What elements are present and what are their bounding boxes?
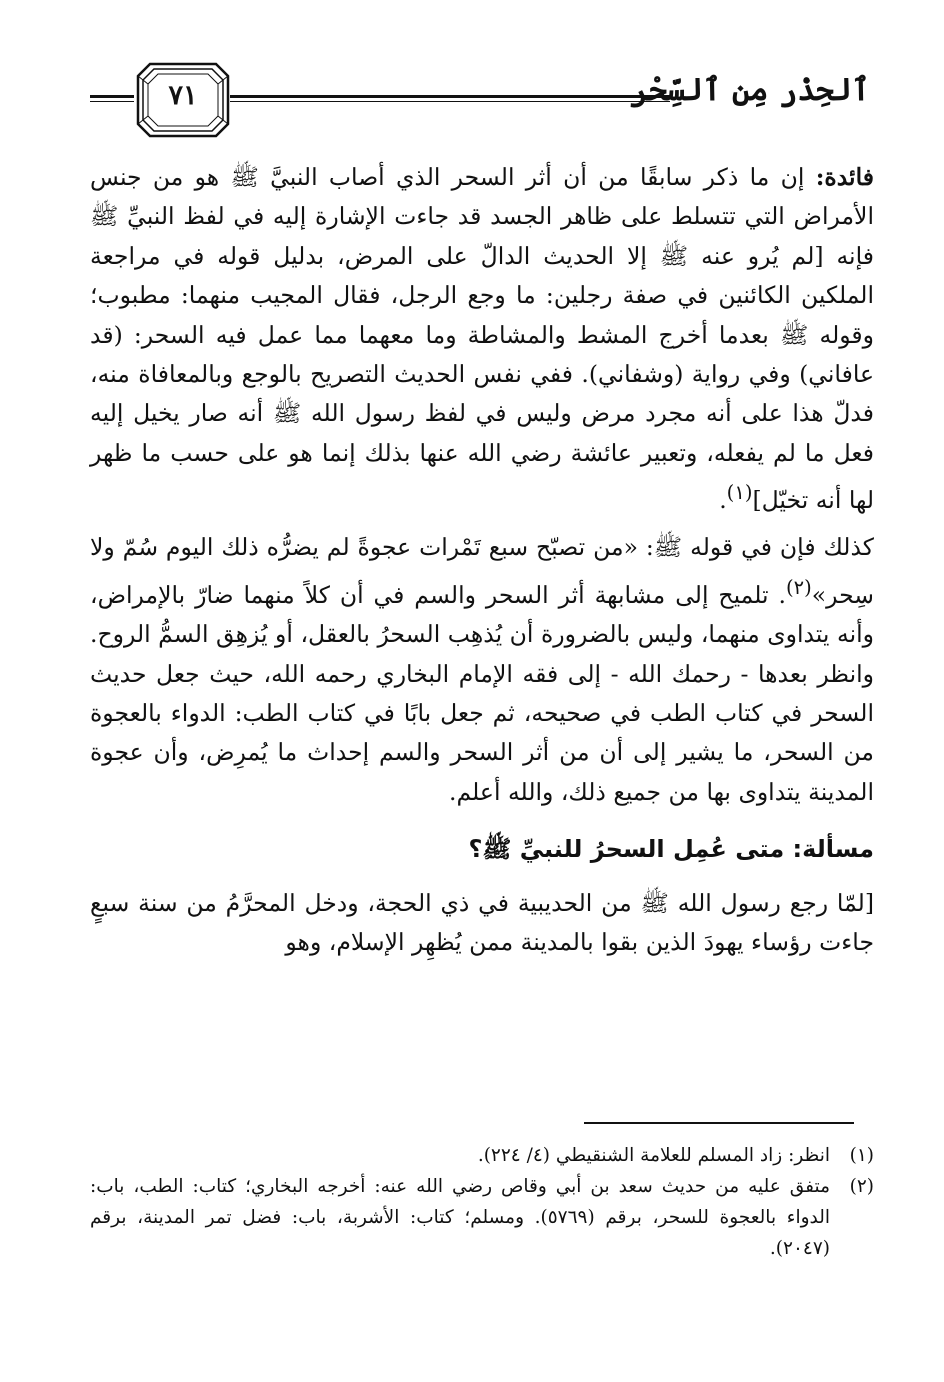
page-header [90, 62, 870, 140]
footnote-text: انظر: زاد المسلم للعلامة الشنقيطي (٤/ ٢٢٤). [477, 1145, 830, 1166]
footnote-number: (١) [849, 1145, 874, 1166]
paragraph-text: كذلك فإن في قوله ﷺ: «من تصبّح سبع تَمْرات عجوةً لم يضرُّه ذلك اليوم سُمّ ولا سِحر» [90, 533, 874, 609]
paragraph-hadith [90, 528, 874, 812]
paragraph-section: [لمّا رجع رسول الله ﷺ من الحديبية في ذي الحجة، ودخل المحرَّمُ من سنة سبعٍ جاءت رؤساء يهودَ الذين بقوا بالمدينة ممن يُظهِر الإسلام، وهو [90, 888, 874, 956]
section-heading: مسألة: متى عُمِل السحرُ للنبيِّ ﷺ؟ [468, 835, 874, 864]
footnote-ref: (٢) [785, 575, 812, 599]
footnote-ref: (١) [726, 481, 753, 505]
footnote-item [90, 1171, 874, 1264]
main-text [90, 158, 874, 962]
paragraph-text: . تلميح إلى مشابهة أثر السحر والسم في أن كلاً منهما ضارّ بالإمراض، وأنه يتداوى منهما، وليس بالضرورة أن يُذهِب السحرُ بالعقل، أو يُزهِق السمُّ الروح. وانظر بعدها - رحمك الله - إلى فقه الإمام البخاري رحمه الله، حيث جعل حديث السحر في كتاب الطب في صحيحه، ثم جعل بابًا في كتاب الطب: الدواء بالعجوة من السحر، ما يشير إلى أن من أثر السحر والسم إحداث ما يُمرِض، وأن عجوة المدينة يتداوى بها من جميع ذلك، والله أعلم. [90, 580, 874, 806]
page-number-frame [136, 62, 230, 138]
page-number: ٧١ [168, 80, 198, 111]
paragraph-text: إن ما ذكر سابقًا من أن أثر السحر الذي أصاب النبيَّ ﷺ هو من جنس الأمراض التي تتسلط على ظاهر الجسد قد جاءت الإشارة إليه في لفظ النبيِّ ﷺ فإنه [لم يُرو عنه ﷺ إلا الحديث الدالّ على المرض، بدليل قوله في مراجعة الملكين الكائنين في صفة رجلين: ما وجع الرجل، فقال المجيب منهما: مطبوب؛ وقوله ﷺ بعدما أخرج المشط والمشاطة وما معهما مما عمل فيه السحر: (قد عافاني) وفي رواية (وشفاني). ففي نفس الحديث التصريح بالوجع وبالمعافاة منه، فدلّ هذا على أنه مجرد مرض وليس في لفظ رسول الله ﷺ أنه صار يخيل إليه فعل ما لم يفعله، وتعبير عائشة رضي الله عنها بذلك إنما هو على حسب ما ظهر لها أنه تخيّل] [90, 163, 875, 515]
footnote-text: متفق عليه من حديث سعد بن أبي وقاص رضي الله عنه: أخرجه البخاري؛ كتاب: الطب، باب: الدواء بالعجوة للسحر، برقم (٥٧٦٩). ومسلم؛ كتاب: الأشربة، باب: فضل تمر المدينة، برقم (٢٠٤٧). [90, 1176, 830, 1259]
header-rule-left [90, 95, 134, 102]
header-rule [230, 95, 670, 102]
footnote-item [90, 1140, 874, 1171]
paragraph-lead: فائدة: [815, 163, 874, 191]
running-title: ٱلحِذْر مِن ٱلسِّحْر [630, 72, 870, 108]
footnote-number: (٢) [849, 1176, 874, 1197]
paragraph-end: . [719, 486, 727, 515]
footnote-separator [584, 1122, 854, 1124]
paragraph-fayda [90, 158, 874, 520]
footnotes [90, 1140, 874, 1264]
